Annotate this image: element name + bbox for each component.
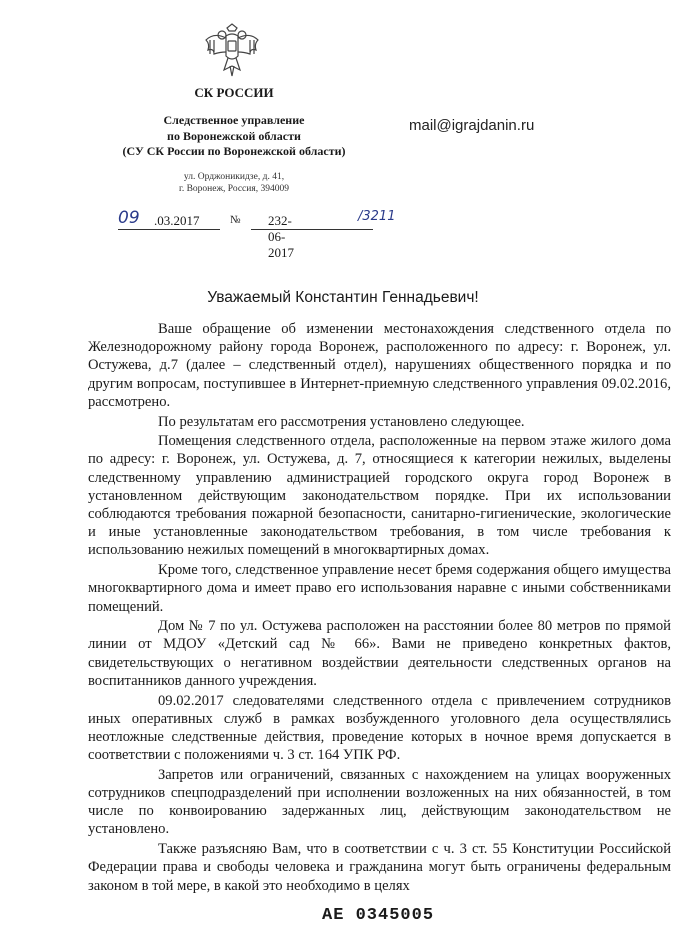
paragraph: Запретов или ограничений, связанных с нахождением на улицах вооруженных сотрудников спецподразделений при исполнении возложенных на них обязанностей, в том числе по конвоированию задержанных лиц, действующим законодательством не установлено. <box>88 766 671 838</box>
number-underline <box>251 229 373 230</box>
address-line: ул. Орджоникидзе, д. 41, <box>183 172 285 182</box>
agency-name-line: по Воронежской области <box>167 128 301 143</box>
registration-date: .03.2017 <box>154 213 200 228</box>
agency-name <box>120 113 348 160</box>
paragraph: Кроме того, следственное управление несет бремя содержания общего имущества многоквартирного дома и имеет право его использования наравне с иными собственниками помещений. <box>88 562 671 615</box>
date-underline <box>118 229 220 230</box>
paragraph: Помещения следственного отдела, расположенные на первом этаже жилого дома по адресу: г. Воронеж, ул. Остужева, д. 7, относящиеся к категории нежилых, выделены следственному управлению администрацией городского округа город Воронеж в установленном действующим законодательством порядке. При их использовании соблюдаются требования пожарной безопасности, санитарно-гигиенические, экологические и иные установленные законодательством требования, в том числе требования к использованию нежилых помещений в многоквартирных домах. <box>88 433 671 559</box>
agency-short-name: СК РОССИИ <box>194 85 274 100</box>
recipient-email: mail@igrajdanin.ru <box>409 117 535 134</box>
handwritten-day: 09 <box>118 208 140 228</box>
paragraph: По результатам его рассмотрения установлено следующее. <box>158 413 525 430</box>
agency-name-line: Следственное управление <box>163 113 305 127</box>
letter-body <box>88 320 671 896</box>
address-line: г. Воронеж, Россия, 394009 <box>179 184 289 194</box>
handwritten-number: /3211 <box>358 209 396 224</box>
agency-address <box>120 171 348 195</box>
number-sign: № <box>230 214 241 226</box>
russian-coat-of-arms-icon <box>200 22 264 80</box>
paragraph: Также разъясняю Вам, что в соответствии с ч. 3 ст. 55 Конституции Российской Федерации права и свободы человека и гражданина могут быть ограничены федеральным законом в той мере, в какой это необходимо в целях <box>88 841 671 894</box>
salutation: Уважаемый Константин Геннадьевич! <box>207 289 479 306</box>
paragraph: 09.02.2017 следователями следственного отдела с привлечением сотрудников иных оперативных служб в рамках возбужденного уголовного дела осуществлялись неотложные следственные действия, проведение которых в ночное время допускается в соответствии с положениями ч. 3 ст. 164 УПК РФ. <box>88 692 671 764</box>
agency-name-line: (СУ СК России по Воронежской области) <box>122 144 346 158</box>
registration-number: 232-06-2017 <box>268 213 294 260</box>
paragraph: Дом № 7 по ул. Остужева расположен на расстоянии более 80 метров по прямой линии от МДОУ «Детский сад № 66». Вами не приведено конкретных фактов, свидетельствующих о негативном воздействии деятельности следственных органов на воспитанников данного учреждения. <box>88 618 671 689</box>
form-serial-number: АЕ 0345005 <box>322 906 435 925</box>
paragraph: Ваше обращение об изменении местонахождения следственного отдела по Железнодорожному району города Воронеж, расположенного по адресу: г. Воронеж, ул. Остужева, д.7 (далее – следственный отдел), нарушениях общественного порядка и по другим вопросам, поступившее в Интернет-приемную следственного управления 09.02.2016, рассмотрено. <box>88 321 671 410</box>
